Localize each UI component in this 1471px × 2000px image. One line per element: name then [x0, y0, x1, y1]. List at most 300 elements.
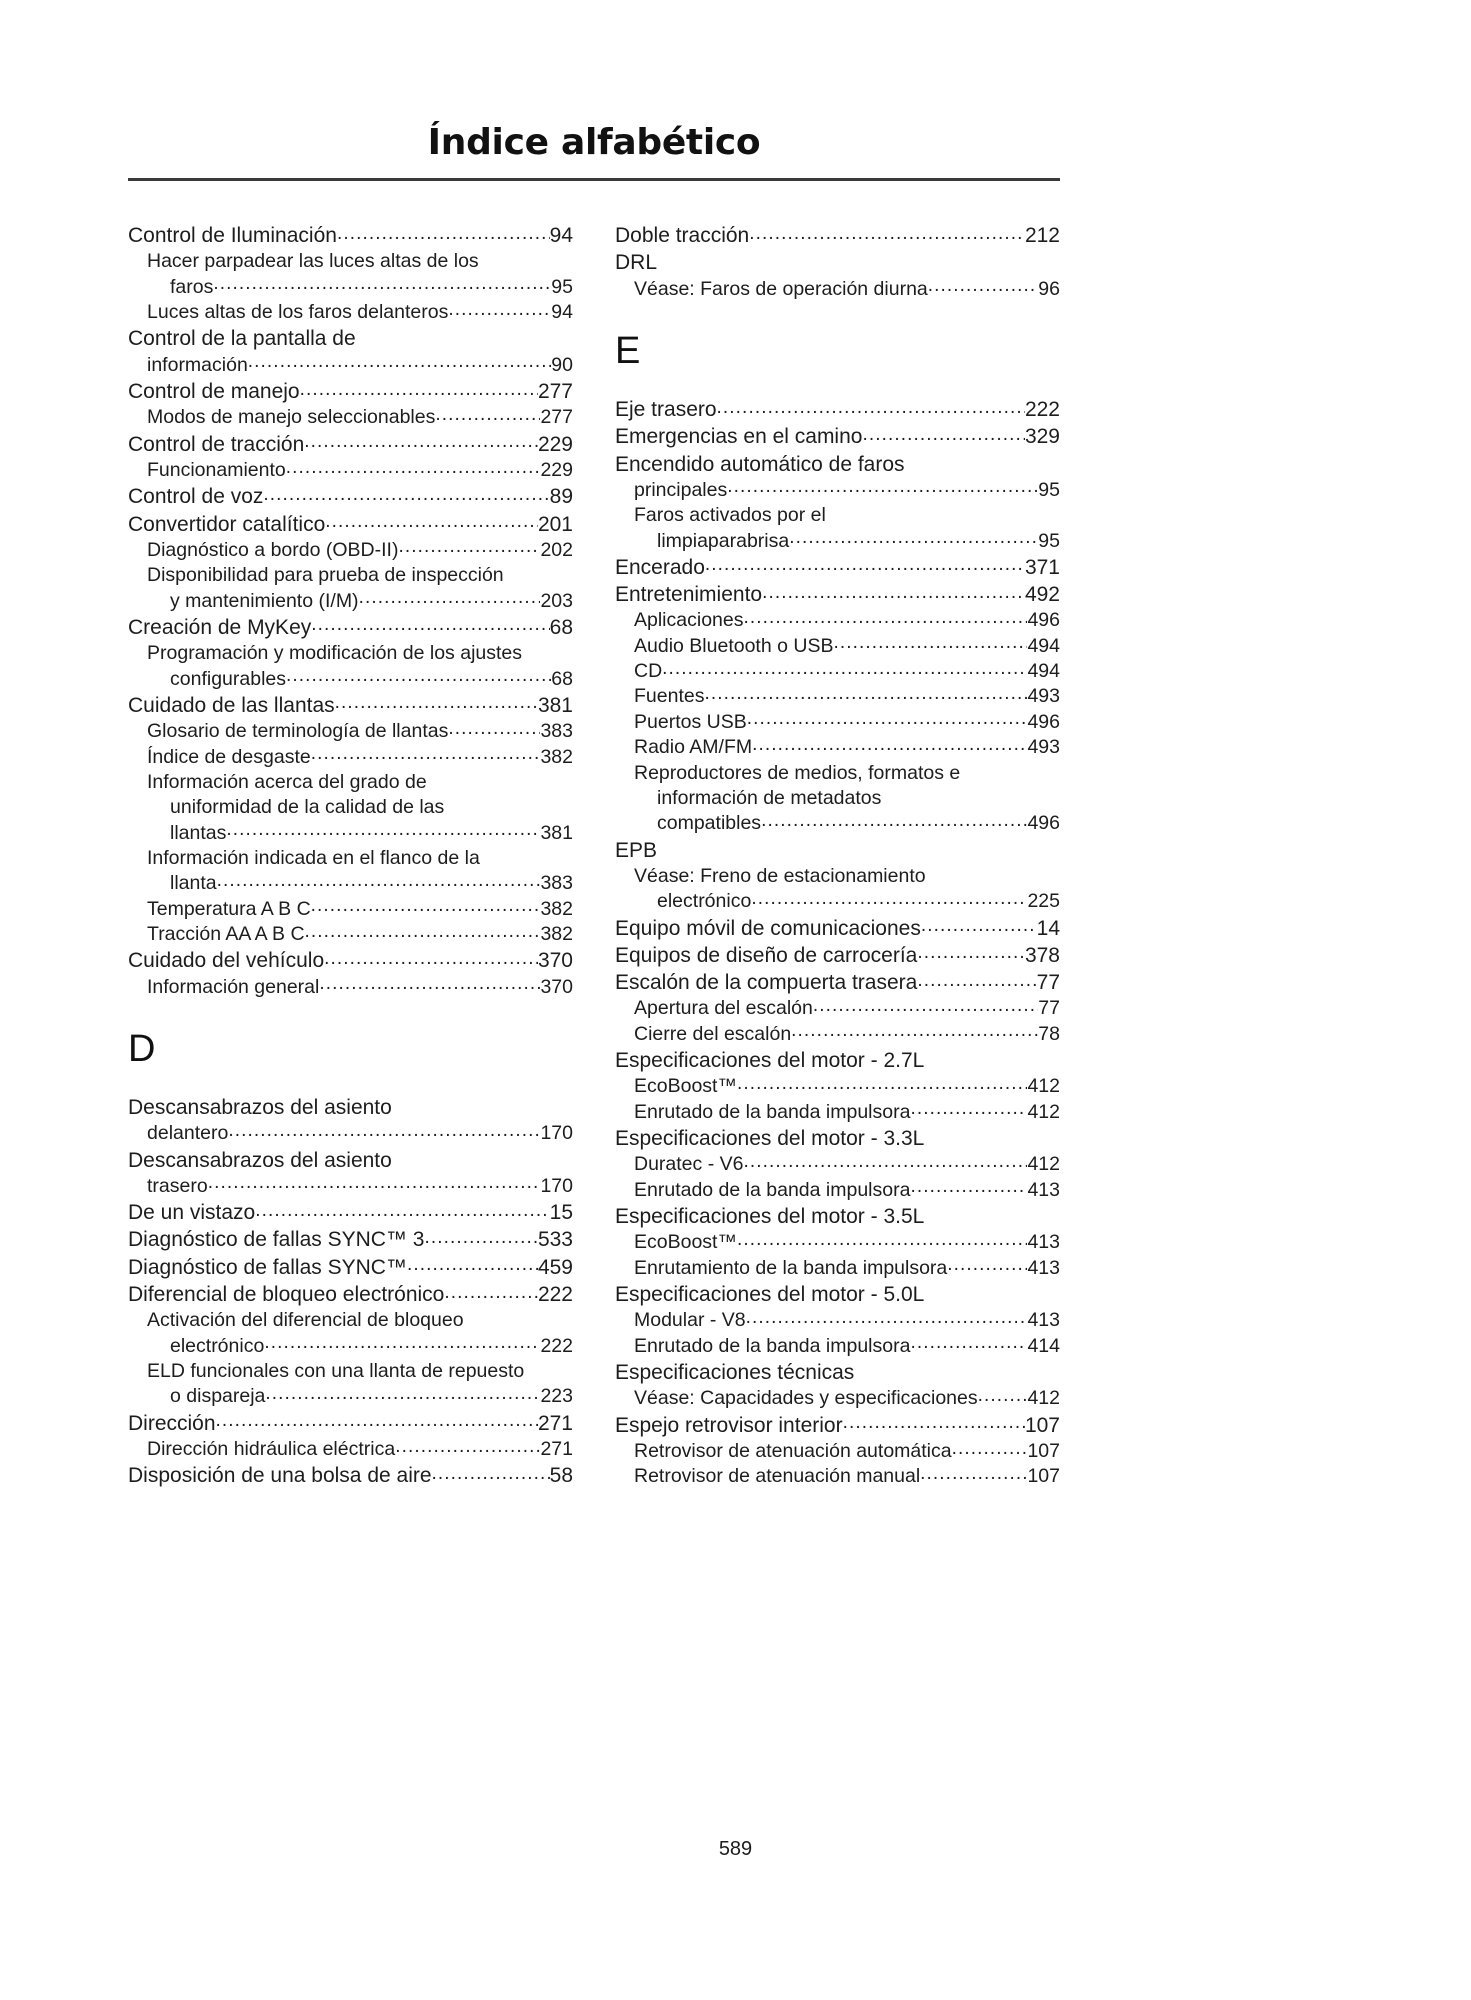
entry-label: Índice de desgaste [147, 745, 311, 768]
index-subentry[interactable] [128, 745, 573, 770]
index-subentry[interactable] [128, 871, 573, 896]
entry-page-number: 222 [1024, 397, 1060, 421]
entry-label: Reproductores de medios, formatos e [634, 761, 961, 784]
index-subentry[interactable] [128, 770, 573, 795]
entry-label: Escalón de la compuerta trasera [615, 971, 918, 995]
leader-dots [910, 1184, 1027, 1204]
entry-label: faros [170, 275, 214, 298]
index-subentry[interactable] [128, 353, 573, 378]
index-subentry[interactable] [128, 1334, 573, 1359]
leader-dots [917, 975, 1036, 996]
entry-label: Dirección hidráulica eléctrica [147, 1438, 396, 1461]
entry-page-number: 277 [537, 379, 573, 403]
leader-dots [432, 1469, 550, 1490]
index-subentry[interactable] [128, 1437, 573, 1462]
leader-dots [248, 358, 552, 378]
title-divider [128, 178, 1060, 181]
index-subentry[interactable] [615, 659, 1060, 684]
leader-dots [444, 1287, 538, 1308]
index-entry[interactable] [615, 396, 1060, 423]
entry-label: Equipos de diseño de carrocería [615, 943, 918, 967]
entry-label: y mantenimiento (I/M) [170, 589, 359, 612]
leader-dots [448, 306, 551, 326]
index-entry[interactable] [128, 1281, 573, 1308]
index-subentry[interactable] [128, 975, 573, 1000]
entry-label: Cuidado del vehículo [128, 949, 325, 973]
entry-label: Diagnóstico de fallas SYNC™ 3 [128, 1228, 425, 1252]
index-entry[interactable] [128, 1254, 573, 1281]
entry-label: Control de voz [128, 485, 264, 509]
leader-dots [319, 980, 540, 1000]
leader-dots [910, 1340, 1027, 1360]
index-subentry[interactable] [615, 1334, 1060, 1359]
index-subentry[interactable] [128, 563, 573, 588]
index-entry[interactable] [128, 1462, 573, 1489]
leader-dots [304, 437, 538, 458]
entry-page-number: 107 [1027, 1465, 1060, 1488]
entry-page-number: 89 [549, 485, 573, 509]
leader-dots [395, 1443, 540, 1463]
entry-label: Enrutado de la banda impulsora [634, 1178, 911, 1201]
entry-label: electrónico [657, 890, 752, 913]
entry-page-number: 378 [1024, 943, 1060, 967]
leader-dots [311, 620, 549, 641]
page-title: Índice alfabético [427, 122, 761, 163]
index-subentry[interactable] [128, 458, 573, 483]
index-entry[interactable] [615, 249, 1060, 276]
index-entry[interactable] [128, 1147, 573, 1174]
index-subentry[interactable] [615, 1100, 1060, 1125]
index-entry[interactable] [615, 1125, 1060, 1152]
index-subentry[interactable] [615, 1256, 1060, 1281]
entry-label: Tracción AA A B C [147, 922, 305, 945]
entry-page-number: 77 [1036, 971, 1060, 995]
entry-label: Información acerca del grado de [147, 770, 427, 793]
index-subentry[interactable] [128, 300, 573, 325]
entry-page-number: 14 [1036, 916, 1060, 940]
index-entry[interactable] [128, 692, 573, 719]
entry-label: Encendido automático de faros [615, 452, 905, 476]
entry-label: Descansabrazos del asiento [128, 1148, 392, 1172]
entry-label: Cierre del escalón [634, 1022, 792, 1045]
index-subentry[interactable] [615, 1022, 1060, 1047]
entry-label: Funcionamiento [147, 458, 286, 481]
index-subentry[interactable] [128, 589, 573, 614]
entry-page-number: 95 [1038, 529, 1060, 552]
index-entry[interactable] [128, 222, 573, 249]
entry-page-number: 494 [1027, 660, 1060, 683]
index-subentry[interactable] [615, 1439, 1060, 1464]
entry-label: Especificaciones del motor - 5.0L [615, 1283, 925, 1307]
leader-dots [752, 741, 1027, 761]
index-subentry[interactable] [128, 667, 573, 692]
index-entry[interactable] [615, 1203, 1060, 1230]
entry-label: Enrutado de la banda impulsora [634, 1334, 911, 1357]
letter-heading: D [128, 1027, 156, 1070]
index-entry[interactable] [128, 1094, 573, 1121]
index-subentry[interactable] [615, 996, 1060, 1021]
entry-label: Apertura del escalón [634, 997, 813, 1020]
leader-dots [435, 411, 540, 431]
index-subentry[interactable] [128, 897, 573, 922]
leader-dots [325, 517, 538, 538]
index-entry[interactable] [128, 1410, 573, 1437]
index-subentry[interactable] [128, 821, 573, 846]
entry-label: principales [634, 478, 728, 501]
index-subentry[interactable] [615, 811, 1060, 836]
entry-page-number: 459 [537, 1255, 573, 1279]
entry-page-number: 413 [1027, 1231, 1060, 1254]
leader-dots [305, 928, 541, 948]
entry-page-number: 382 [540, 922, 573, 945]
entry-label: Véase: Freno de estacionamiento [634, 864, 926, 887]
entry-label: Convertidor catalítico [128, 512, 326, 536]
entry-label: Programación y modificación de los ajustes [147, 642, 523, 665]
leader-dots [737, 1236, 1027, 1256]
entry-page-number: 15 [549, 1201, 573, 1225]
entry-label: EcoBoost™ [634, 1075, 737, 1098]
entry-page-number: 413 [1027, 1309, 1060, 1332]
entry-label: Equipo móvil de comunicaciones [615, 916, 921, 940]
index-subentry[interactable] [615, 1152, 1060, 1177]
entry-page-number: 493 [1027, 685, 1060, 708]
entry-label: ELD funcionales con una llanta de repuesto [147, 1360, 525, 1383]
entry-label: configurables [170, 667, 286, 690]
leader-dots [862, 430, 1024, 451]
index-subentry[interactable] [128, 1174, 573, 1199]
index-subentry[interactable] [128, 846, 573, 871]
index-subentry[interactable] [615, 1178, 1060, 1203]
leader-dots [398, 544, 540, 564]
index-entry[interactable] [615, 915, 1060, 942]
entry-page-number: 381 [537, 693, 573, 717]
page-number: 589 [718, 1838, 753, 1860]
entry-label: Especificaciones del motor - 3.5L [615, 1205, 925, 1229]
leader-dots [743, 1158, 1027, 1178]
leader-dots [762, 587, 1025, 608]
leader-dots [263, 490, 549, 511]
entry-label: Hacer parpadear las luces altas de los [147, 250, 479, 273]
entry-label: Espejo retrovisor interior [615, 1413, 843, 1437]
index-subentry[interactable] [615, 786, 1060, 811]
entry-label: información [147, 353, 248, 376]
entry-page-number: 271 [540, 1438, 573, 1461]
index-subentry[interactable] [615, 889, 1060, 914]
index-subentry[interactable] [615, 684, 1060, 709]
entry-page-number: 370 [537, 949, 573, 973]
index-entry[interactable] [128, 614, 573, 641]
index-entry[interactable] [615, 554, 1060, 581]
entry-label: Glosario de terminología de llantas [147, 720, 449, 743]
leader-dots [743, 614, 1027, 634]
entry-page-number: 229 [537, 432, 573, 456]
leader-dots [717, 402, 1025, 423]
entry-page-number: 223 [540, 1385, 573, 1408]
entry-page-number: 203 [540, 589, 573, 612]
entry-label: Encerado [615, 555, 705, 579]
index-subentry[interactable] [128, 1121, 573, 1146]
leader-dots [337, 228, 550, 249]
leader-dots [264, 1340, 540, 1360]
leader-dots [228, 1127, 540, 1147]
entry-page-number: 95 [551, 275, 573, 298]
leader-dots [255, 1205, 549, 1226]
entry-label: compatibles [657, 812, 762, 835]
index-subentry[interactable] [615, 1230, 1060, 1255]
index-subentry[interactable] [615, 1308, 1060, 1333]
entry-label: Control de Iluminación [128, 224, 337, 247]
index-entry[interactable] [615, 1359, 1060, 1386]
index-subentry[interactable] [128, 1384, 573, 1409]
entry-page-number: 277 [540, 406, 573, 429]
index-entry[interactable] [128, 483, 573, 510]
leader-dots [407, 1260, 538, 1281]
leader-dots [216, 1416, 538, 1437]
entry-label: Enrutado de la banda impulsora [634, 1100, 911, 1123]
left-column [128, 222, 573, 1490]
index-subentry[interactable] [615, 634, 1060, 659]
entry-page-number: 271 [537, 1411, 573, 1435]
entry-page-number: 496 [1027, 812, 1060, 835]
entry-label: Diagnóstico a bordo (OBD-II) [147, 538, 399, 561]
index-subentry[interactable] [615, 1386, 1060, 1411]
entry-page-number: 413 [1027, 1256, 1060, 1279]
entry-label: información de metadatos [657, 786, 882, 809]
entry-label: Enrutamiento de la banda impulsora [634, 1256, 948, 1279]
index-entry[interactable] [615, 451, 1060, 478]
index-subentry[interactable] [615, 608, 1060, 633]
entry-page-number: 201 [537, 512, 573, 536]
index-columns [128, 222, 1060, 1490]
entry-page-number: 382 [540, 745, 573, 768]
leader-dots [737, 1080, 1027, 1100]
entry-label: o dispareja [170, 1385, 266, 1408]
leader-dots [217, 877, 541, 897]
entry-page-number: 496 [1027, 710, 1060, 733]
entry-page-number: 533 [537, 1228, 573, 1252]
index-subentry[interactable] [128, 538, 573, 563]
entry-page-number: 371 [1024, 555, 1060, 579]
entry-label: Fuentes [634, 685, 705, 708]
entry-label: llantas [170, 821, 227, 844]
entry-label: Emergencias en el camino [615, 425, 863, 449]
entry-page-number: 412 [1027, 1100, 1060, 1123]
entry-label: CD [634, 660, 663, 683]
entry-label: limpiaparabrisa [657, 529, 790, 552]
index-entry[interactable] [615, 1281, 1060, 1308]
leader-dots [424, 1233, 537, 1254]
index-subentry[interactable] [615, 1074, 1060, 1099]
entry-label: Modos de manejo seleccionables [147, 406, 436, 429]
entry-label: Retrovisor de atenuación automática [634, 1439, 952, 1462]
index-subentry[interactable] [615, 1464, 1060, 1489]
entry-page-number: 94 [551, 300, 573, 323]
entry-label: Dirección [128, 1411, 216, 1435]
entry-label: Doble tracción [615, 224, 750, 247]
entry-page-number: 382 [540, 897, 573, 920]
entry-label: Especificaciones del motor - 2.7L [615, 1049, 925, 1073]
index-subentry[interactable] [128, 249, 573, 274]
leader-dots [704, 690, 1027, 710]
leader-dots [727, 484, 1038, 504]
index-entry[interactable] [615, 423, 1060, 450]
leader-dots [910, 1106, 1027, 1126]
entry-label: Especificaciones del motor - 3.3L [615, 1127, 925, 1151]
leader-dots [791, 1028, 1038, 1048]
entry-page-number: 202 [540, 538, 573, 561]
index-subentry[interactable] [615, 735, 1060, 760]
entry-page-number: 58 [549, 1464, 573, 1488]
entry-label: Disposición de una bolsa de aire [128, 1464, 432, 1488]
letter-heading: E [615, 329, 641, 372]
index-subentry[interactable] [615, 529, 1060, 554]
index-entry[interactable] [615, 581, 1060, 608]
index-entry[interactable] [128, 947, 573, 974]
entry-page-number: 329 [1024, 425, 1060, 449]
leader-dots [705, 560, 1025, 581]
leader-dots [265, 1390, 540, 1410]
index-subentry[interactable] [128, 1308, 573, 1333]
entry-page-number: 212 [1024, 224, 1060, 247]
entry-page-number: 412 [1027, 1387, 1060, 1410]
leader-dots [813, 1002, 1038, 1022]
entry-label: Faros activados por el [634, 504, 826, 527]
leader-dots [286, 672, 551, 692]
leader-dots [324, 954, 538, 975]
entry-page-number: 107 [1027, 1439, 1060, 1462]
index-subentry[interactable] [128, 719, 573, 744]
entry-label: Diagnóstico de fallas SYNC™ [128, 1255, 407, 1279]
index-subentry[interactable] [128, 275, 573, 300]
index-entry[interactable] [128, 1199, 573, 1226]
entry-page-number: 381 [540, 821, 573, 844]
entry-page-number: 370 [540, 975, 573, 998]
entry-page-number: 225 [1027, 890, 1060, 913]
entry-label: Véase: Capacidades y especificaciones [634, 1387, 978, 1410]
entry-page-number: 412 [1027, 1075, 1060, 1098]
entry-page-number: 107 [1024, 1413, 1060, 1437]
leader-dots [335, 698, 538, 719]
leader-dots [208, 1180, 541, 1200]
leader-dots [300, 384, 538, 405]
index-entry[interactable] [128, 325, 573, 352]
index-entry[interactable] [615, 222, 1060, 249]
entry-page-number: 229 [540, 458, 573, 481]
leader-dots [761, 817, 1027, 837]
leader-dots [920, 1470, 1027, 1490]
leader-dots [978, 1392, 1028, 1412]
entry-label: Audio Bluetooth o USB [634, 634, 834, 657]
index-subentry[interactable] [128, 795, 573, 820]
entry-page-number: 222 [540, 1334, 573, 1357]
index-entry[interactable] [615, 837, 1060, 864]
index-entry[interactable] [615, 1047, 1060, 1074]
entry-label: Disponibilidad para prueba de inspección [147, 564, 504, 587]
entry-page-number: 170 [540, 1122, 573, 1145]
entry-page-number: 77 [1038, 997, 1060, 1020]
entry-label: Radio AM/FM [634, 736, 753, 759]
index-entry[interactable] [128, 378, 573, 405]
index-subentry[interactable] [615, 710, 1060, 735]
entry-label: Véase: Faros de operación diurna [634, 277, 928, 300]
index-entry[interactable] [128, 511, 573, 538]
index-subentry[interactable] [615, 864, 1060, 889]
index-subentry[interactable] [615, 761, 1060, 786]
index-entry[interactable] [615, 942, 1060, 969]
entry-label: EcoBoost™ [634, 1231, 737, 1254]
leader-dots [359, 594, 541, 614]
entry-label: uniformidad de la calidad de las [170, 796, 445, 819]
entry-label: Descansabrazos del asiento [128, 1095, 392, 1119]
entry-page-number: 494 [1027, 634, 1060, 657]
index-entry[interactable] [128, 1226, 573, 1253]
entry-page-number: 94 [549, 224, 573, 247]
index-subentry[interactable] [615, 478, 1060, 503]
entry-label: Aplicaciones [634, 609, 744, 632]
entry-label: Luces altas de los faros delanteros [147, 300, 449, 323]
entry-page-number: 68 [549, 615, 573, 639]
index-entry[interactable] [615, 1412, 1060, 1439]
index-subentry[interactable] [615, 277, 1060, 302]
entry-page-number: 414 [1027, 1334, 1060, 1357]
entry-page-number: 78 [1038, 1022, 1060, 1045]
right-column [615, 222, 1060, 1490]
entry-label: Puertos USB [634, 710, 747, 733]
entry-label: trasero [147, 1174, 208, 1197]
entry-page-number: 170 [540, 1174, 573, 1197]
entry-label: Control de manejo [128, 379, 300, 403]
index-entry[interactable] [615, 969, 1060, 996]
index-subentry[interactable] [128, 922, 573, 947]
entry-label: De un vistazo [128, 1201, 256, 1225]
entry-page-number: 68 [551, 667, 573, 690]
index-entry[interactable] [128, 431, 573, 458]
entry-page-number: 383 [540, 872, 573, 895]
entry-label: Control de tracción [128, 432, 305, 456]
entry-label: Entretenimiento [615, 583, 763, 607]
leader-dots [311, 750, 541, 770]
entry-label: Duratec - V6 [634, 1153, 744, 1176]
entry-label: Información general [147, 975, 320, 998]
entry-label: Información indicada en el flanco de la [147, 846, 480, 869]
entry-label: Cuidado de las llantas [128, 693, 335, 717]
leader-dots [749, 228, 1025, 249]
entry-page-number: 492 [1024, 583, 1060, 607]
entry-label: Creación de MyKey [128, 615, 312, 639]
leader-dots [917, 948, 1025, 969]
entry-label: Control de la pantalla de [128, 327, 356, 351]
entry-page-number: 222 [537, 1283, 573, 1307]
entry-label: electrónico [170, 1334, 265, 1357]
entry-label: Diferencial de bloqueo electrónico [128, 1283, 445, 1307]
entry-label: DRL [615, 251, 658, 275]
entry-label: Activación del diferencial de bloqueo [147, 1309, 464, 1332]
leader-dots [921, 921, 1037, 942]
entry-page-number: 383 [540, 720, 573, 743]
index-subentry[interactable] [128, 1359, 573, 1384]
index-subentry[interactable] [128, 641, 573, 666]
entry-label: Eje trasero [615, 397, 717, 421]
leader-dots [286, 464, 541, 484]
index-subentry[interactable] [128, 405, 573, 430]
entry-label: EPB [615, 838, 658, 862]
index-subentry[interactable] [615, 503, 1060, 528]
entry-page-number: 412 [1027, 1153, 1060, 1176]
entry-label: delantero [147, 1122, 229, 1145]
leader-dots [226, 826, 540, 846]
leader-dots [662, 665, 1027, 685]
leader-dots [448, 725, 540, 745]
